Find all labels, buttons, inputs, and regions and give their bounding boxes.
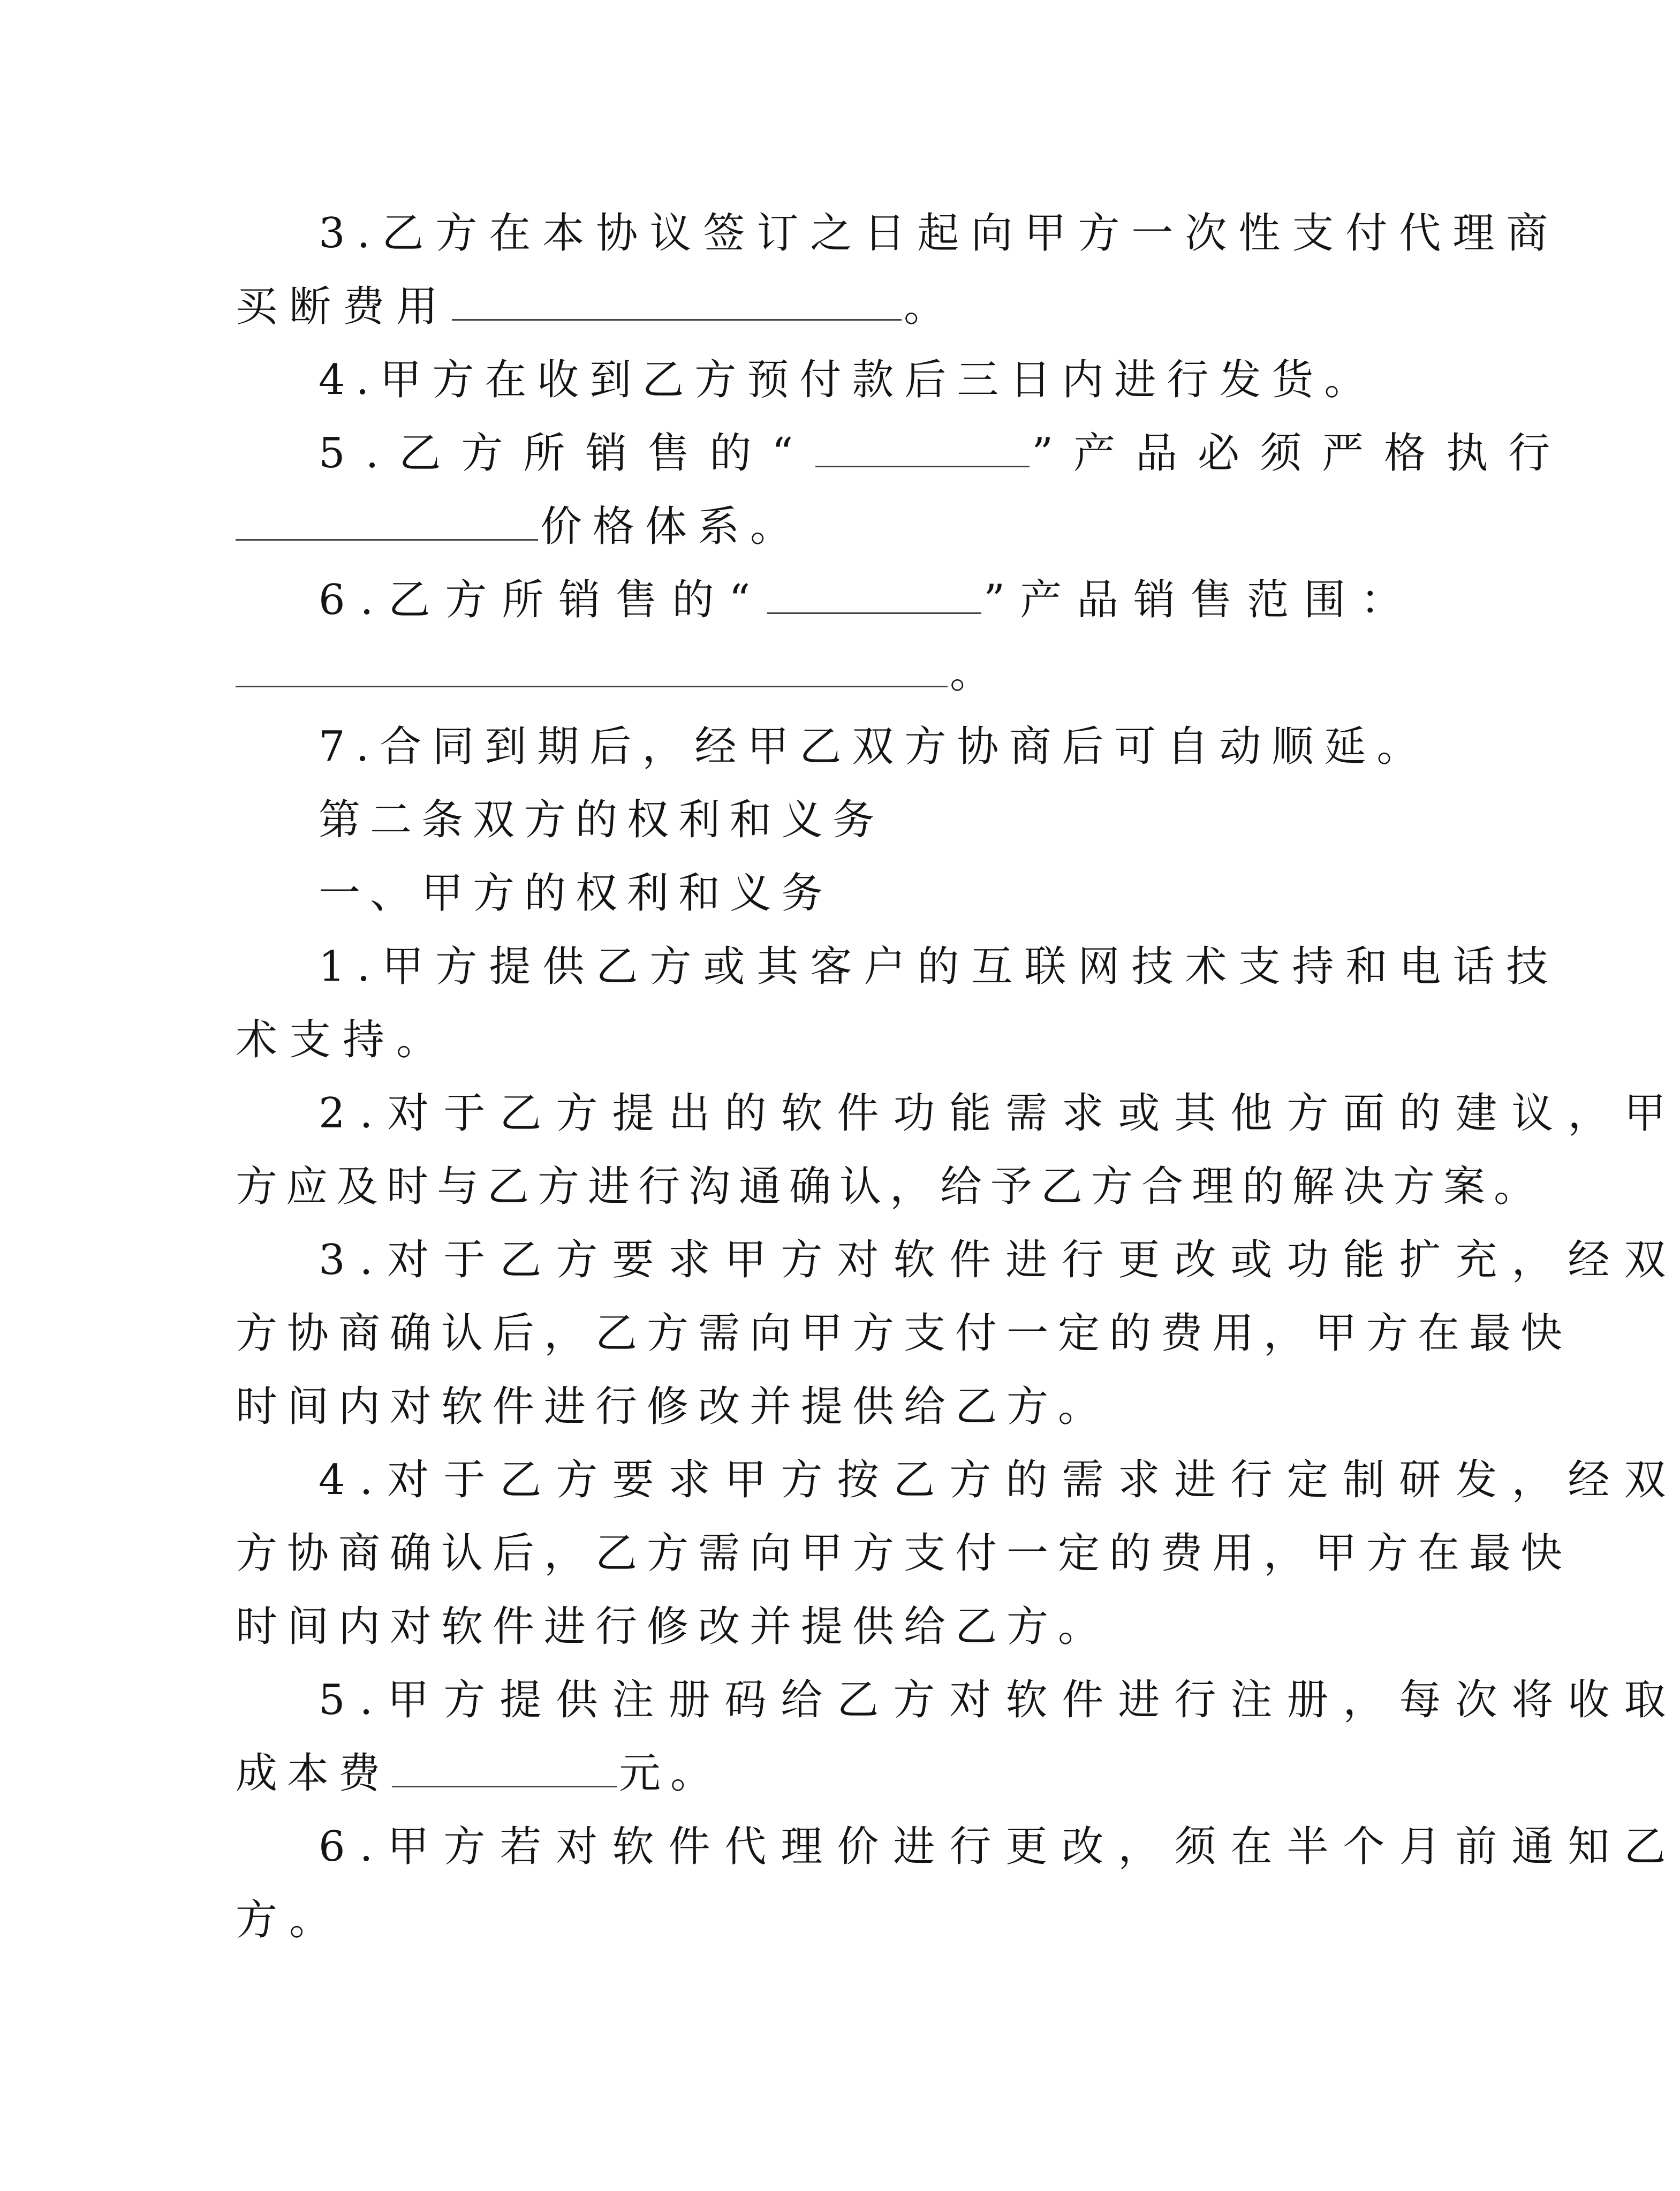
clause-6-line-2: 。	[236, 637, 1328, 710]
item-3-line-3: 时间内对软件进行修改并提供给乙方。	[236, 1383, 1110, 1431]
fill-blank-product-name-2[interactable]	[767, 575, 981, 614]
item-2-line-2: 方应及时与乙方进行沟通确认，给予乙方合理的解决方案。	[236, 1163, 1545, 1211]
item-5-line-1: 5.甲方提供注册码给乙方对软件进行注册，每次将收取	[319, 1676, 1680, 1724]
item-5-line-2: 成本费 元。	[236, 1749, 722, 1798]
item-2-line-1: 2.对于乙方提出的软件功能需求或其他方面的建议，甲	[319, 1089, 1680, 1138]
clause-6-line-1: 6.乙方所销售的“ ”产品销售范围：	[319, 576, 1418, 624]
clause-5-line-1: 5.乙方所销售的“ ”产品必须严格执行	[319, 429, 1571, 477]
item-4-line-3: 时间内对软件进行修改并提供给乙方。	[236, 1603, 1110, 1651]
item-6-line-1: 6.甲方若对软件代理价进行更改，须在半个月前通知乙	[319, 1823, 1680, 1871]
item-6-line-2: 方。	[236, 1896, 343, 1944]
item-1-line-2: 术支持。	[236, 1016, 450, 1064]
clause-4: 4.甲方在收到乙方预付款后三日内进行发货。	[319, 356, 1377, 404]
item-4-line-2: 方协商确认后，乙方需向甲方支付一定的费用，甲方在最快	[236, 1529, 1572, 1578]
clause-3-line-2: 买断费用 。	[236, 283, 958, 331]
fill-blank-cost-fee[interactable]	[392, 1748, 617, 1787]
item-3-line-1: 3.对于乙方要求甲方对软件进行更改或功能扩充，经双	[319, 1236, 1680, 1284]
clause-5-line-2: 价格体系。	[236, 490, 1328, 564]
article-2-title: 第二条双方的权利和义务	[319, 796, 884, 844]
clause-3-line-1: 3.乙方在本协议签订之日起向甲方一次性支付代理商	[319, 209, 1560, 257]
fill-blank-sales-region[interactable]	[236, 648, 948, 687]
section-1-title: 一、甲方的权利和义务	[319, 869, 833, 918]
fill-blank-price-system[interactable]	[236, 502, 538, 541]
fill-blank-product-name[interactable]	[815, 428, 1030, 467]
item-4-line-1: 4.对于乙方要求甲方按乙方的需求进行定制研发，经双	[319, 1456, 1680, 1504]
item-3-line-2: 方协商确认后，乙方需向甲方支付一定的费用，甲方在最快	[236, 1309, 1572, 1358]
item-1-line-1: 1.甲方提供乙方或其客户的互联网技术支持和电话技	[319, 943, 1560, 991]
fill-blank-buyout-fee[interactable]	[452, 282, 902, 321]
clause-7: 7.合同到期后，经甲乙双方协商后可自动顺延。	[319, 723, 1429, 771]
